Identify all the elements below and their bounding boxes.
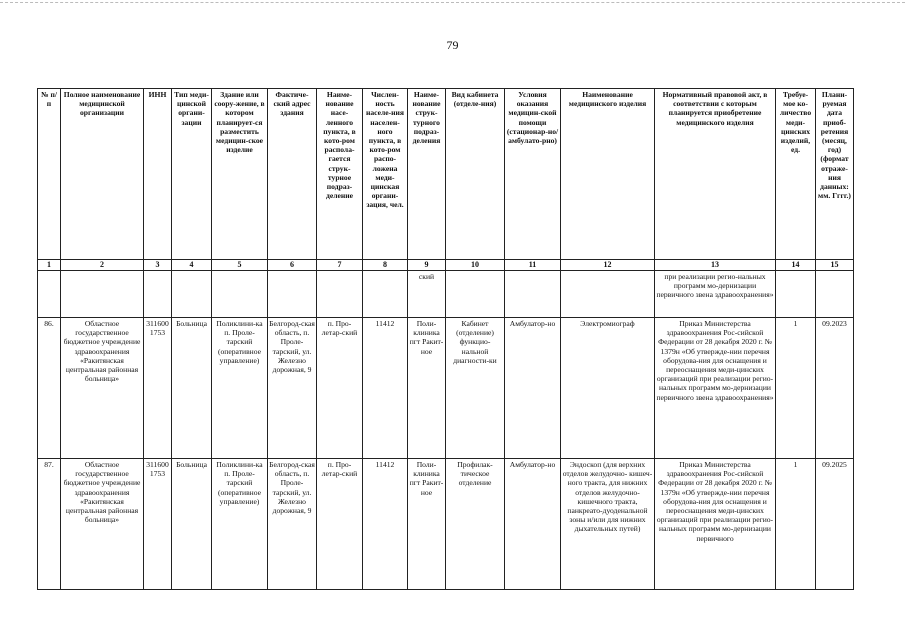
equipment-table xyxy=(37,88,854,590)
column-number: 7 xyxy=(317,260,363,271)
table-row xyxy=(38,318,854,459)
population-value: 11412 xyxy=(363,459,408,590)
table-cell xyxy=(61,271,144,318)
table-cell xyxy=(212,271,268,318)
column-number: 12 xyxy=(561,260,655,271)
row-number: 87. xyxy=(38,459,61,590)
header-cell: Числен-ность населе-ния населен-ного пункта, в кото-ром распо-ложена меди-цинская органи-зация, чел. xyxy=(363,89,408,260)
division-name: Поли-клиника пгт Ракит-ное xyxy=(408,459,446,590)
inn-value: 3116001753 xyxy=(144,318,172,459)
organization-type: Больница xyxy=(172,318,212,459)
table-cell xyxy=(317,271,363,318)
header-cell: Наиме-нование струк-турного подраз-деления xyxy=(408,89,446,260)
column-number-row xyxy=(38,260,854,271)
page-number: 79 xyxy=(446,38,459,52)
column-number: 3 xyxy=(144,260,172,271)
column-number: 6 xyxy=(268,260,317,271)
header-cell: Тип меди-цинской органи-зации xyxy=(172,89,212,260)
table-cell xyxy=(268,271,317,318)
table-cell xyxy=(776,271,816,318)
header-cell: Условия оказания медицин-ской помощи (стационар-но/амбулато-рно) xyxy=(505,89,561,260)
header-cell: ИНН xyxy=(144,89,172,260)
column-number: 14 xyxy=(776,260,816,271)
table-cell xyxy=(144,271,172,318)
header-cell: Нормативный правовой акт, в соответствии с которым планируется приобретение медицинского изделия xyxy=(655,89,776,260)
column-number: 9 xyxy=(408,260,446,271)
header-cell: Здание или соору-жение, в котором планирует-ся разместить медицин-ское изделие xyxy=(212,89,268,260)
column-number: 2 xyxy=(61,260,144,271)
column-number: 5 xyxy=(212,260,268,271)
header-cell: Наиме-нование насе-ленного пункта, в кото-ром распола-гается струк-турное подраз-деление xyxy=(317,89,363,260)
column-number: 4 xyxy=(172,260,212,271)
settlement-name: п. Про-летар-ский xyxy=(317,318,363,459)
planned-date: 09.2025 xyxy=(816,459,854,590)
header-row xyxy=(38,89,854,260)
legal-act: Приказ Министерства здравоохранения Рос-сийской Федерации от 28 декабря 2020 г. № 1379н «Об утвержде-нии перечня оборудова-ния для оснащения и переоснащения меди-цинских организаций при реализации регио-нальных программ мо-дернизации первичного xyxy=(655,459,776,590)
table-cell xyxy=(816,271,854,318)
building-address: Белгород-ская область, п. Проле-тарский, ул. Железно дорожная, 9 xyxy=(268,459,317,590)
header-cell: Наименование медицинского изделия xyxy=(561,89,655,260)
table-row xyxy=(38,459,854,590)
table-cell xyxy=(446,271,505,318)
building-name: Поликлини-ка п. Проле-тарский (оперативное управление) xyxy=(212,459,268,590)
header-cell: Вид кабинета (отделе-ния) xyxy=(446,89,505,260)
table-cell xyxy=(363,271,408,318)
header-cell: № п/п xyxy=(38,89,61,260)
column-number: 15 xyxy=(816,260,854,271)
continuation-act: при реализации регио-нальных программ мо-дернизации первичного звена здравоохранения» xyxy=(655,271,776,318)
continuation-division: ский xyxy=(408,271,446,318)
inn-value: 3116001753 xyxy=(144,459,172,590)
division-name: Поли-клиника пгт Ракит-ное xyxy=(408,318,446,459)
table-cell xyxy=(505,271,561,318)
column-number: 11 xyxy=(505,260,561,271)
organization-name: Областное государственное бюджетное учреждение здравоохранения «Ракитянская центральная районная больница» xyxy=(61,459,144,590)
header-cell: Плани-руемая дата приоб-ретения (месяц, год) (формат отраже-ния данных: мм. Гггг.) xyxy=(816,89,854,260)
population-value: 11412 xyxy=(363,318,408,459)
building-address: Белгород-ская область, п. Проле-тарский, ул. Железно дорожная, 9 xyxy=(268,318,317,459)
care-conditions: Амбулатор-но xyxy=(505,318,561,459)
table-cell xyxy=(38,271,61,318)
organization-type: Больница xyxy=(172,459,212,590)
settlement-name: п. Про-летар-ский xyxy=(317,459,363,590)
table-cell xyxy=(172,271,212,318)
row-number: 86. xyxy=(38,318,61,459)
planned-date: 09.2023 xyxy=(816,318,854,459)
care-conditions: Амбулатор-но xyxy=(505,459,561,590)
cabinet-type: Профилак-тическое отделение xyxy=(446,459,505,590)
device-name: Электромиограф xyxy=(561,318,655,459)
column-number: 13 xyxy=(655,260,776,271)
header-cell: Полное наименование медицинской организации xyxy=(61,89,144,260)
column-number: 10 xyxy=(446,260,505,271)
device-name: Эндоскоп (для верхних отделов желудочно- кишеч-ного тракта, для нижних отделов желудочно-кишечного тракта, панкреато-дуоденальной зоны и/или для нижних дыхательных путей) xyxy=(561,459,655,590)
organization-name: Областное государственное бюджетное учреждение здравоохранения «Ракитянская центральная районная больница» xyxy=(61,318,144,459)
required-quantity: 1 xyxy=(776,318,816,459)
cabinet-type: Кабинет (отделение) функцио-нальной диагности-ки xyxy=(446,318,505,459)
continuation-row xyxy=(38,271,854,318)
header-cell: Требуе-мое ко-личество меди-цинских изделий, ед. xyxy=(776,89,816,260)
page-top-edge xyxy=(0,2,905,3)
column-number: 8 xyxy=(363,260,408,271)
column-number: 1 xyxy=(38,260,61,271)
required-quantity: 1 xyxy=(776,459,816,590)
building-name: Поликлини-ка п. Проле-тарский (оперативное управление) xyxy=(212,318,268,459)
header-cell: Фактиче-ский адрес здания xyxy=(268,89,317,260)
legal-act: Приказ Министерства здравоохранения Рос-сийской Федерации от 28 декабря 2020 г. № 1379н «Об утвержде-нии перечня оборудова-ния для оснащения и переоснащения меди-цинских организаций при реализации регио-нальных программ мо-дернизации первичного звена здравоохранения» xyxy=(655,318,776,459)
table-cell xyxy=(561,271,655,318)
